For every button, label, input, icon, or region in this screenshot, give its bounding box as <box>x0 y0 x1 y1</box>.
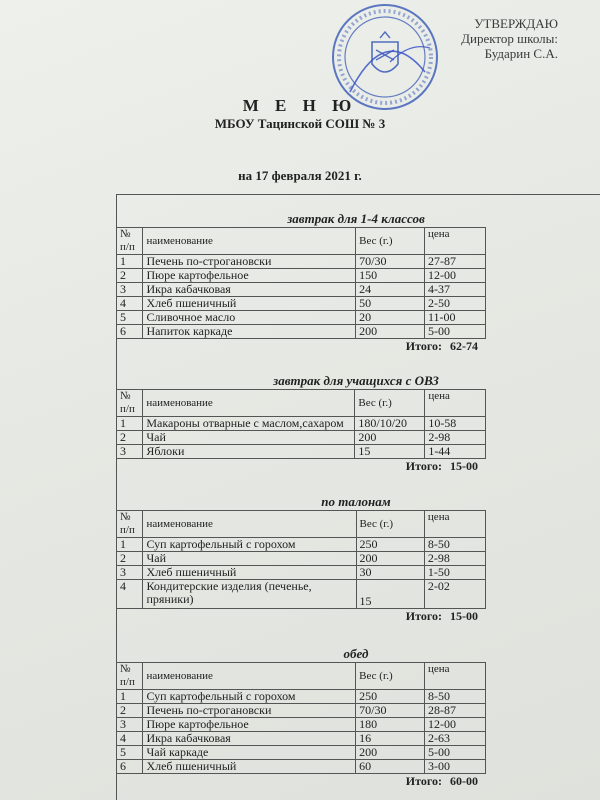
cell-num: 5 <box>117 746 143 760</box>
section-title: обед <box>343 646 369 661</box>
cell-num: 2 <box>117 431 143 445</box>
cell-num: 1 <box>117 417 143 431</box>
cell-weight: 200 <box>356 746 425 760</box>
col-name: наименование <box>143 390 355 417</box>
cell-name: Сливочное масло <box>143 311 356 325</box>
table-row <box>117 325 486 339</box>
cell-price: 8-50 <box>425 690 486 704</box>
col-name: наименование <box>143 663 356 690</box>
cell-num: 1 <box>117 690 143 704</box>
table-row <box>117 718 486 732</box>
cell-name: Напиток каркаде <box>143 325 356 339</box>
cell-num: 3 <box>117 718 143 732</box>
cell-price: 5-00 <box>425 746 486 760</box>
table-row <box>117 431 486 445</box>
section-total <box>116 459 478 473</box>
cell-weight: 15 <box>355 445 425 459</box>
col-num: № п/п <box>117 390 143 417</box>
cell-weight: 250 <box>356 538 424 552</box>
section-total <box>116 339 478 353</box>
cell-price: 3-00 <box>425 760 486 774</box>
table-row <box>117 417 486 431</box>
table-row <box>117 746 486 760</box>
cell-weight: 250 <box>356 690 425 704</box>
table-header <box>117 663 486 690</box>
total-label: Итого: <box>405 339 442 353</box>
cell-weight: 200 <box>356 552 424 566</box>
cell-name: Печень по-строгановски <box>143 704 356 718</box>
cell-num: 5 <box>117 311 143 325</box>
cell-num: 2 <box>117 269 143 283</box>
cell-price: 12-00 <box>424 269 485 283</box>
table-row <box>117 269 486 283</box>
cell-price: 2-50 <box>424 297 485 311</box>
cell-num: 3 <box>117 283 143 297</box>
cell-num: 3 <box>117 566 143 580</box>
cell-num: 1 <box>117 255 143 269</box>
col-weight: Вес (г.) <box>356 228 425 255</box>
menu-table <box>116 227 486 339</box>
table-row <box>117 445 486 459</box>
table-header <box>117 390 486 417</box>
table-row <box>117 704 486 718</box>
table-row <box>117 566 486 580</box>
cell-price: 5-00 <box>424 325 485 339</box>
col-price: цена <box>424 511 485 538</box>
table-row <box>117 538 486 552</box>
cell-weight: 24 <box>356 283 425 297</box>
table-row <box>117 552 486 566</box>
cell-price: 2-02 <box>424 580 485 609</box>
cell-price: 12-00 <box>425 718 486 732</box>
approval-title: УТВЕРЖДАЮ <box>474 16 558 31</box>
approval-name: Бударин С.А. <box>484 46 558 61</box>
table-header <box>117 511 486 538</box>
cell-num: 1 <box>117 538 143 552</box>
col-weight: Вес (г.) <box>356 663 425 690</box>
approval-position: Директор школы: <box>461 31 558 46</box>
cell-price: 11-00 <box>424 311 485 325</box>
table-row <box>117 255 486 269</box>
col-num: № п/п <box>117 228 143 255</box>
cell-weight: 70/30 <box>356 255 425 269</box>
cell-num: 2 <box>117 552 143 566</box>
cell-num: 6 <box>117 760 143 774</box>
cell-price: 1-44 <box>425 445 486 459</box>
total-label: Итого: <box>405 774 442 788</box>
cell-name: Пюре картофельное <box>143 269 356 283</box>
col-price: цена <box>425 390 486 417</box>
cell-name: Икра кабачковая <box>143 732 356 746</box>
total-value: 62-74 <box>450 339 478 353</box>
cell-name: Яблоки <box>143 445 355 459</box>
cell-price: 8-50 <box>424 538 485 552</box>
table-row <box>117 283 486 297</box>
cell-name: Хлеб пшеничный <box>143 760 356 774</box>
section-breakfast-1-4 <box>116 211 596 353</box>
cell-price: 2-98 <box>424 552 485 566</box>
table-header <box>117 228 486 255</box>
menu-date: на 17 февраля 2021 г. <box>238 168 362 183</box>
cell-name: Хлеб пшеничный <box>143 297 356 311</box>
cell-weight: 60 <box>356 760 425 774</box>
cell-weight: 16 <box>356 732 425 746</box>
cell-num: 4 <box>117 732 143 746</box>
table-row <box>117 760 486 774</box>
cell-weight: 200 <box>355 431 425 445</box>
cell-weight: 200 <box>356 325 425 339</box>
table-row <box>117 690 486 704</box>
section-coupons <box>116 494 596 623</box>
cell-name: Хлеб пшеничный <box>143 566 356 580</box>
cell-num: 6 <box>117 325 143 339</box>
cell-weight: 30 <box>356 566 424 580</box>
cell-weight: 180/10/20 <box>355 417 425 431</box>
cell-weight: 50 <box>356 297 425 311</box>
col-weight: Вес (г.) <box>356 511 424 538</box>
approval-block <box>461 16 558 61</box>
menu-table <box>116 389 486 459</box>
section-breakfast-ovz <box>116 373 596 473</box>
section-lunch <box>116 646 596 788</box>
col-price: цена <box>424 228 485 255</box>
cell-name: Суп картофельный с горохом <box>143 690 356 704</box>
cell-weight: 70/30 <box>356 704 425 718</box>
col-name: наименование <box>143 228 356 255</box>
section-title: завтрак для 1-4 классов <box>287 211 425 226</box>
cell-price: 2-98 <box>425 431 486 445</box>
total-label: Итого: <box>405 459 442 473</box>
col-name: наименование <box>143 511 356 538</box>
total-label: Итого: <box>405 609 442 623</box>
cell-name: Суп картофельный с горохом <box>143 538 356 552</box>
col-weight: Вес (г.) <box>355 390 425 417</box>
cell-weight: 150 <box>356 269 425 283</box>
cell-name: Икра кабачковая <box>143 283 356 297</box>
cell-price: 2-63 <box>425 732 486 746</box>
section-total <box>116 609 478 623</box>
cell-name: Печень по-строгановски <box>143 255 356 269</box>
total-value: 60-00 <box>450 774 478 788</box>
section-total <box>116 774 478 788</box>
section-title: по талонам <box>321 494 391 509</box>
cell-price: 27-87 <box>424 255 485 269</box>
cell-price: 4-37 <box>424 283 485 297</box>
section-title: завтрак для учащихся с ОВЗ <box>273 373 439 388</box>
cell-name: Кондитерские изделия (печенье, пряники) <box>143 580 356 609</box>
cell-num: 3 <box>117 445 143 459</box>
cell-name: Чай <box>143 552 356 566</box>
cell-name: Чай <box>143 431 355 445</box>
menu-table <box>116 662 486 774</box>
cell-num: 4 <box>117 580 143 609</box>
total-value: 15-00 <box>450 459 478 473</box>
menu-table <box>116 510 486 609</box>
cell-num: 2 <box>117 704 143 718</box>
cell-name: Чай каркаде <box>143 746 356 760</box>
cell-weight: 180 <box>356 718 425 732</box>
col-num: № п/п <box>117 511 143 538</box>
school-name: МБОУ Тацинской СОШ № 3 <box>214 116 386 131</box>
cell-price: 10-58 <box>425 417 486 431</box>
table-row <box>117 732 486 746</box>
cell-num: 4 <box>117 297 143 311</box>
table-row <box>117 297 486 311</box>
cell-name: Макароны отварные с маслом,сахаром <box>143 417 355 431</box>
table-row <box>117 311 486 325</box>
cell-name: Пюре картофельное <box>143 718 356 732</box>
col-num: № п/п <box>117 663 143 690</box>
page-title: М Е Н Ю <box>242 96 358 115</box>
cell-weight: 15 <box>356 580 424 609</box>
cell-price: 1-50 <box>424 566 485 580</box>
cell-price: 28-87 <box>425 704 486 718</box>
table-row <box>117 580 486 609</box>
col-price: цена <box>425 663 486 690</box>
total-value: 15-00 <box>450 609 478 623</box>
cell-weight: 20 <box>356 311 425 325</box>
